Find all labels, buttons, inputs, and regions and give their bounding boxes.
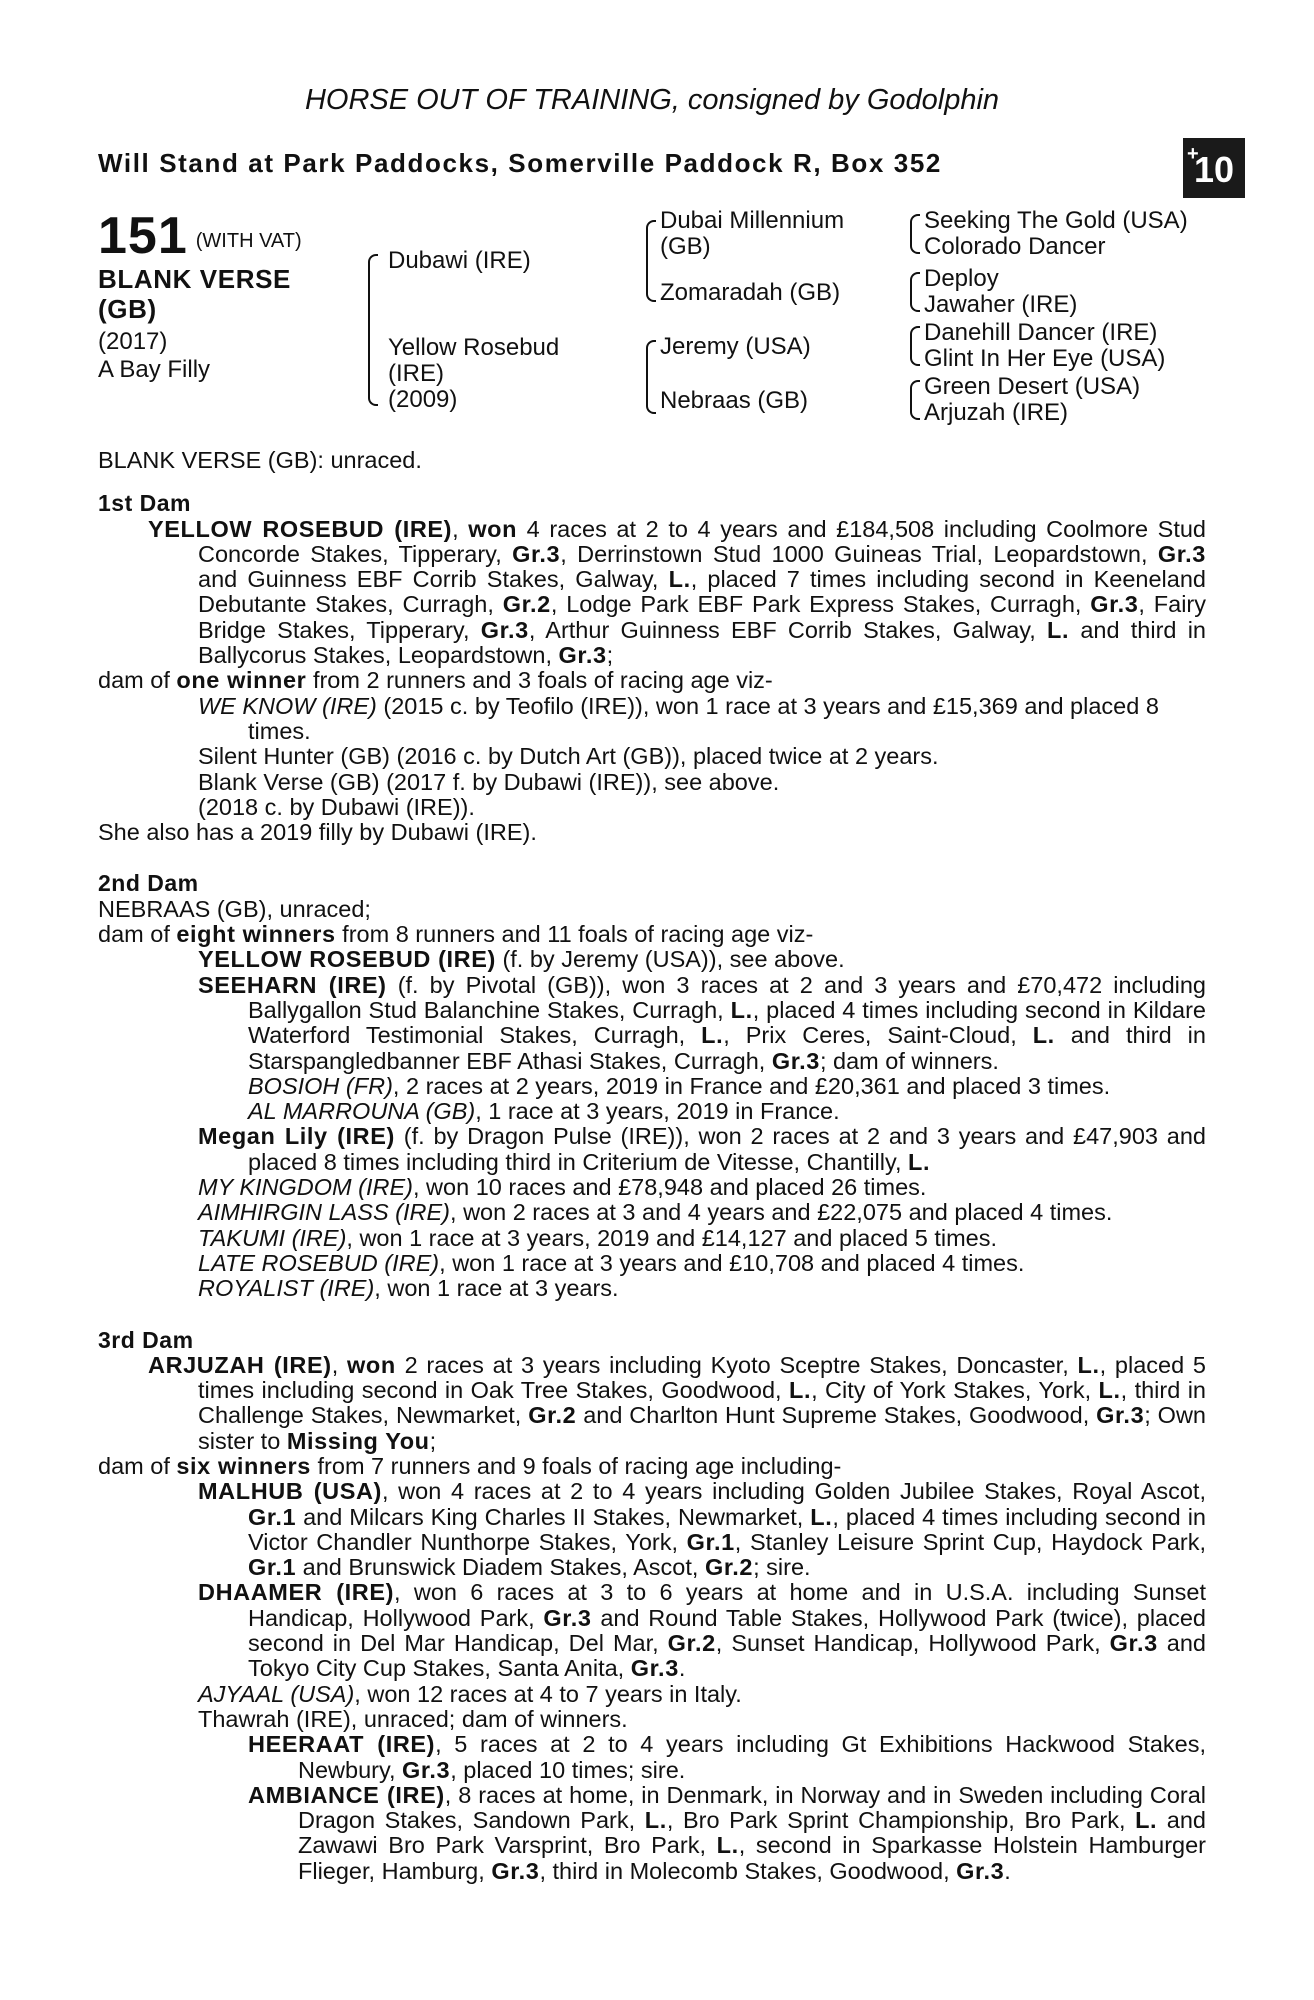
badge-number: 10: [1193, 149, 1235, 190]
catalogue-body: [98, 448, 1206, 1884]
produce-entry: YELLOW ROSEBUD (IRE) (f. by Jeremy (USA)), see above.: [198, 946, 845, 973]
sire-dam-dam: Jawaher (IRE): [924, 291, 1078, 318]
lot-number: 151: [98, 207, 188, 265]
horse-description: A Bay Filly: [98, 356, 211, 383]
produce-entry: AL MARROUNA (GB), 1 race at 3 years, 2019 in France.: [248, 1098, 840, 1125]
pedigree-brace-3d: [910, 380, 920, 420]
dam-dam: Nebraas (GB): [660, 387, 809, 414]
dam-sire-sire: Danehill Dancer (IRE): [924, 319, 1158, 346]
sire-sire-sire: Seeking The Gold (USA): [924, 207, 1188, 234]
sire-sire-line1: Dubai Millennium: [660, 207, 845, 234]
sire-dam: Zomaradah (GB): [660, 279, 841, 306]
dam-name-line1: Yellow Rosebud: [388, 334, 560, 361]
sire-sire-line2: (GB): [660, 233, 711, 260]
produce-note: She also has a 2019 filly by Dubawi (IRE).: [98, 819, 537, 846]
pedigree-brace-sire: [646, 220, 656, 302]
produce-entry: Blank Verse (GB) (2017 f. by Dubawi (IRE)), see above.: [198, 768, 780, 795]
first-dam-produce-summary: dam of one winner from 2 runners and 3 foals of racing age viz-: [98, 667, 773, 694]
third-dam-record: ARJUZAH (IRE), won 2 races at 3 years including Kyoto Sceptre Stakes, Doncaster, L., placed 5 times including second in Oak Tree Stakes, Goodwood, L., City of York Stakes, York, L., third in Challenge Stakes, Newmarket, Gr.2 and Charlton Hunt Supreme Stakes, Goodwood, Gr.3; Own sister to Missing You;: [148, 1351, 1207, 1454]
dam-dam-dam: Arjuzah (IRE): [924, 399, 1069, 426]
third-dam-title: 3rd Dam: [98, 1326, 194, 1353]
produce-entry: DHAAMER (IRE), won 6 races at 3 to 6 years at home and in U.S.A. including Sunset Handicap, Hollywood Park, Gr.3 and Round Table Stakes, Hollywood Park (twice), placed second in Del Mar Handicap, Del Mar, Gr.2, Sunset Handicap, Hollywood Park, Gr.3 and Tokyo City Cup Stakes, Santa Anita, Gr.3.: [198, 1579, 1207, 1682]
produce-entry: Thawrah (IRE), unraced; dam of winners.: [198, 1705, 628, 1732]
badge-mark: +: [1187, 143, 1199, 165]
sire-name: Dubawi (IRE): [388, 247, 531, 274]
lot-number-block: [98, 206, 302, 266]
sire-dam-sire: Deploy: [924, 265, 999, 292]
sire-sire: [660, 208, 844, 260]
pedigree-brace-gen1: [368, 254, 378, 406]
produce-entry: WE KNOW (IRE) (2015 c. by Teofilo (IRE)), won 1 race at 3 years and £15,369 and placed 8 times.: [198, 692, 1159, 744]
stabling-location: Will Stand at Park Paddocks, Somerville Paddock R, Box 352: [98, 148, 942, 178]
produce-entry: AIMHIRGIN LASS (IRE), won 2 races at 3 and 4 years and £22,075 and placed 4 times.: [198, 1199, 1113, 1226]
vat-label: (WITH VAT): [195, 230, 302, 252]
race-summary: BLANK VERSE (GB): unraced.: [98, 447, 422, 473]
dam-sire-dam: Glint In Her Eye (USA): [924, 345, 1166, 372]
produce-entry: TAKUMI (IRE), won 1 race at 3 years, 2019 and £14,127 and placed 5 times.: [198, 1224, 997, 1251]
first-dam-title: 1st Dam: [98, 490, 191, 517]
produce-entry: Megan Lily (IRE) (f. by Dragon Pulse (IRE)), won 2 races at 2 and 3 years and £47,903 and placed 8 times including third in Criterium de Vitesse, Chantilly, L.: [198, 1123, 1206, 1175]
produce-entry: HEERAAT (IRE), 5 races at 2 to 4 years including Gt Exhibitions Hackwood Stakes, Newbury, Gr.3, placed 10 times; sire.: [248, 1731, 1206, 1783]
second-dam-title: 2nd Dam: [98, 870, 199, 897]
produce-entry: AJYAAL (USA), won 12 races at 4 to 7 years in Italy.: [198, 1680, 742, 1707]
produce-entry: Silent Hunter (GB) (2016 c. by Dutch Art (GB)), placed twice at 2 years.: [198, 743, 939, 770]
sire-sire-dam: Colorado Dancer: [924, 233, 1106, 260]
produce-entry: SEEHARN (IRE) (f. by Pivotal (GB)), won 3 races at 2 and 3 years and £70,472 including Ballygallon Stud Balanchine Stakes, Curragh, L., placed 4 times including second in Kildare Waterford Testimonial Stakes, Curragh, L., Prix Ceres, Saint-Cloud, L. and third in Starspangledbanner EBF Athasi Stakes, Curragh, Gr.3; dam of winners.: [198, 971, 1207, 1074]
first-dam-record: YELLOW ROSEBUD (IRE), won 4 races at 2 to 4 years and £184,508 including Coolmore Stud Concorde Stakes, Tipperary, Gr.3, Derrinstown Stud 1000 Guineas Trial, Leopardstown, Gr.3 and Guinness EBF Corrib Stakes, Galway, L., placed 7 times including second in Keeneland Debutante Stakes, Curragh, Gr.2, Lodge Park EBF Park Express Stakes, Curragh, Gr.3, Fairy Bridge Stakes, Tipperary, Gr.3, Arthur Guinness EBF Corrib Stakes, Galway, L. and third in Ballycorus Stakes, Leopardstown, Gr.3;: [148, 515, 1206, 669]
dam-name-line2: (IRE): [388, 360, 444, 387]
page-title: HORSE OUT OF TRAINING, consigned by Godolphin: [304, 84, 1000, 116]
horse-name-line2: (GB): [98, 294, 157, 324]
produce-entry: MALHUB (USA), won 4 races at 2 to 4 years including Golden Jubilee Stakes, Royal Ascot, Gr.1 and Milcars King Charles II Stakes, Newmarket, L., placed 4 times including second in Victor Chandler Nunthorpe Stakes, York, Gr.1, Stanley Leisure Sprint Cup, Haydock Park, Gr.1 and Brunswick Diadem Stakes, Ascot, Gr.2; sire.: [198, 1478, 1207, 1581]
lot-badge: [1183, 138, 1245, 198]
horse-info: [98, 328, 210, 384]
dam-name: [388, 335, 559, 413]
horse-year: (2017): [98, 328, 168, 355]
horse-name-line1: BLANK VERSE: [98, 264, 291, 294]
produce-entry: BOSIOH (FR), 2 races at 2 years, 2019 in France and £20,361 and placed 3 times.: [248, 1072, 1111, 1099]
produce-entry: MY KINGDOM (IRE), won 10 races and £78,948 and placed 26 times.: [198, 1174, 927, 1201]
produce-entry: ROYALIST (IRE), won 1 race at 3 years.: [198, 1275, 619, 1302]
second-dam-record: NEBRAAS (GB), unraced;: [98, 895, 371, 922]
dam-name-line3: (2009): [388, 386, 458, 413]
pedigree-brace-dam: [646, 340, 656, 414]
third-dam-produce-summary: dam of six winners from 7 runners and 9 foals of racing age including-: [98, 1452, 842, 1479]
pedigree-brace-3c: [910, 326, 920, 366]
produce-entry: LATE ROSEBUD (IRE), won 1 race at 3 years and £10,708 and placed 4 times.: [198, 1249, 1025, 1276]
horse-name: [98, 264, 291, 324]
second-dam-produce-summary: dam of eight winners from 8 runners and 11 foals of racing age viz-: [98, 921, 814, 948]
pedigree-brace-3a: [910, 214, 920, 254]
pedigree-brace-3b: [910, 272, 920, 312]
dam-sire: Jeremy (USA): [660, 333, 811, 360]
produce-entry: (2018 c. by Dubawi (IRE)).: [198, 793, 475, 820]
dam-dam-sire: Green Desert (USA): [924, 373, 1141, 400]
produce-entry: AMBIANCE (IRE), 8 races at home, in Denmark, in Norway and in Sweden including Coral Dragon Stakes, Sandown Park, L., Bro Park Sprint Championship, Bro Park, L. and Zawawi Bro Park Varsprint, Bro Park, L., second in Sparkasse Holstein Hamburger Flieger, Hamburg, Gr.3, third in Molecomb Stakes, Goodwood, Gr.3.: [248, 1781, 1207, 1884]
